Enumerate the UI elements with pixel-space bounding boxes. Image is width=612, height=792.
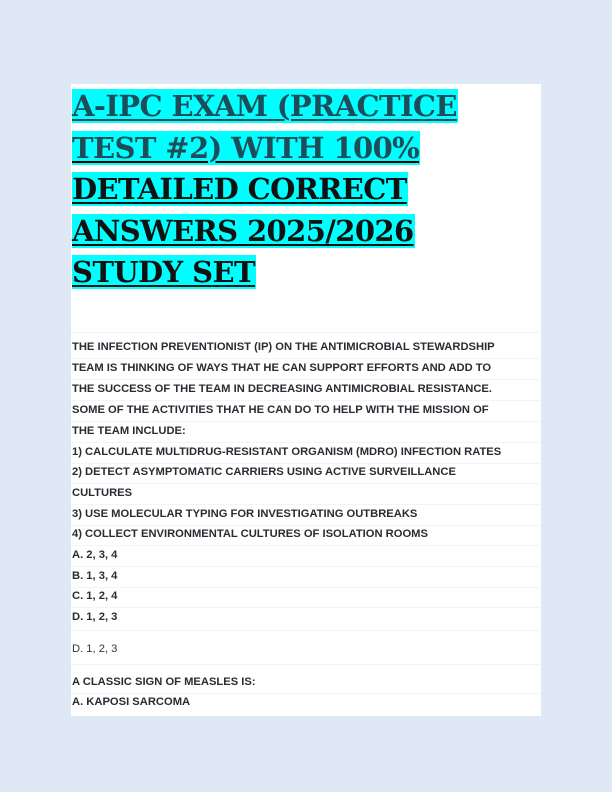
question-1-text: THE SUCCESS OF THE TEAM IN DECREASING ANTIMICROBIAL RESISTANCE. [72, 383, 492, 395]
title-line: ANSWERS 2025/2026 [72, 213, 414, 248]
line-separator [71, 587, 541, 588]
document-page [71, 84, 541, 716]
line-separator [71, 442, 541, 443]
question-1-text: THE TEAM INCLUDE: [72, 425, 186, 437]
line-separator [71, 504, 541, 505]
line-separator [71, 400, 541, 401]
question-1-text: THE INFECTION PREVENTIONIST (IP) ON THE ANTIMICROBIAL STEWARDSHIP [72, 341, 495, 353]
question-2-text: A CLASSIC SIGN OF MEASLES IS: [72, 676, 256, 688]
question-1-item: 1) CALCULATE MULTIDRUG-RESISTANT ORGANISM (MDRO) INFECTION RATES [72, 446, 502, 458]
line-separator [71, 607, 541, 608]
option-c: C. 1, 2, 4 [72, 590, 118, 602]
question-1-item: CULTURES [72, 487, 133, 499]
line-separator [71, 545, 541, 546]
title-line: TEST #2) WITH 100% [72, 130, 420, 165]
question-1-text: TEAM IS THINKING OF WAYS THAT HE CAN SUPPORT EFFORTS AND ADD TO [72, 362, 492, 374]
option-b: B. 1, 3, 4 [72, 570, 118, 582]
line-separator [71, 358, 541, 359]
answer-text: D. 1, 2, 3 [72, 643, 118, 655]
title-line: DETAILED CORRECT [72, 172, 407, 206]
line-separator [71, 421, 541, 422]
question-1-item: 3) USE MOLECULAR TYPING FOR INVESTIGATING OUTBREAKS [72, 508, 418, 520]
line-separator [71, 463, 541, 464]
line-separator [71, 693, 541, 694]
option-a: A. KAPOSI SARCOMA [72, 696, 191, 708]
question-1-item: 2) DETECT ASYMPTOMATIC CARRIERS USING ACTIVE SURVEILLANCE [72, 466, 456, 478]
line-separator [71, 379, 541, 380]
option-a: A. 2, 3, 4 [72, 549, 118, 561]
line-separator [71, 630, 541, 631]
question-1-text: SOME OF THE ACTIVITIES THAT HE CAN DO TO HELP WITH THE MISSION OF [72, 404, 489, 416]
question-1-item: 4) COLLECT ENVIRONMENTAL CULTURES OF ISOLATION ROOMS [72, 528, 428, 540]
title-line: A-IPC EXAM (PRACTICE [72, 89, 457, 123]
line-separator [71, 483, 541, 484]
document-title [72, 86, 532, 294]
title-line: STUDY SET [72, 255, 255, 289]
line-separator [71, 664, 541, 665]
line-separator [71, 332, 541, 333]
line-separator [71, 525, 541, 526]
option-d: D. 1, 2, 3 [72, 611, 118, 623]
line-separator [71, 566, 541, 567]
